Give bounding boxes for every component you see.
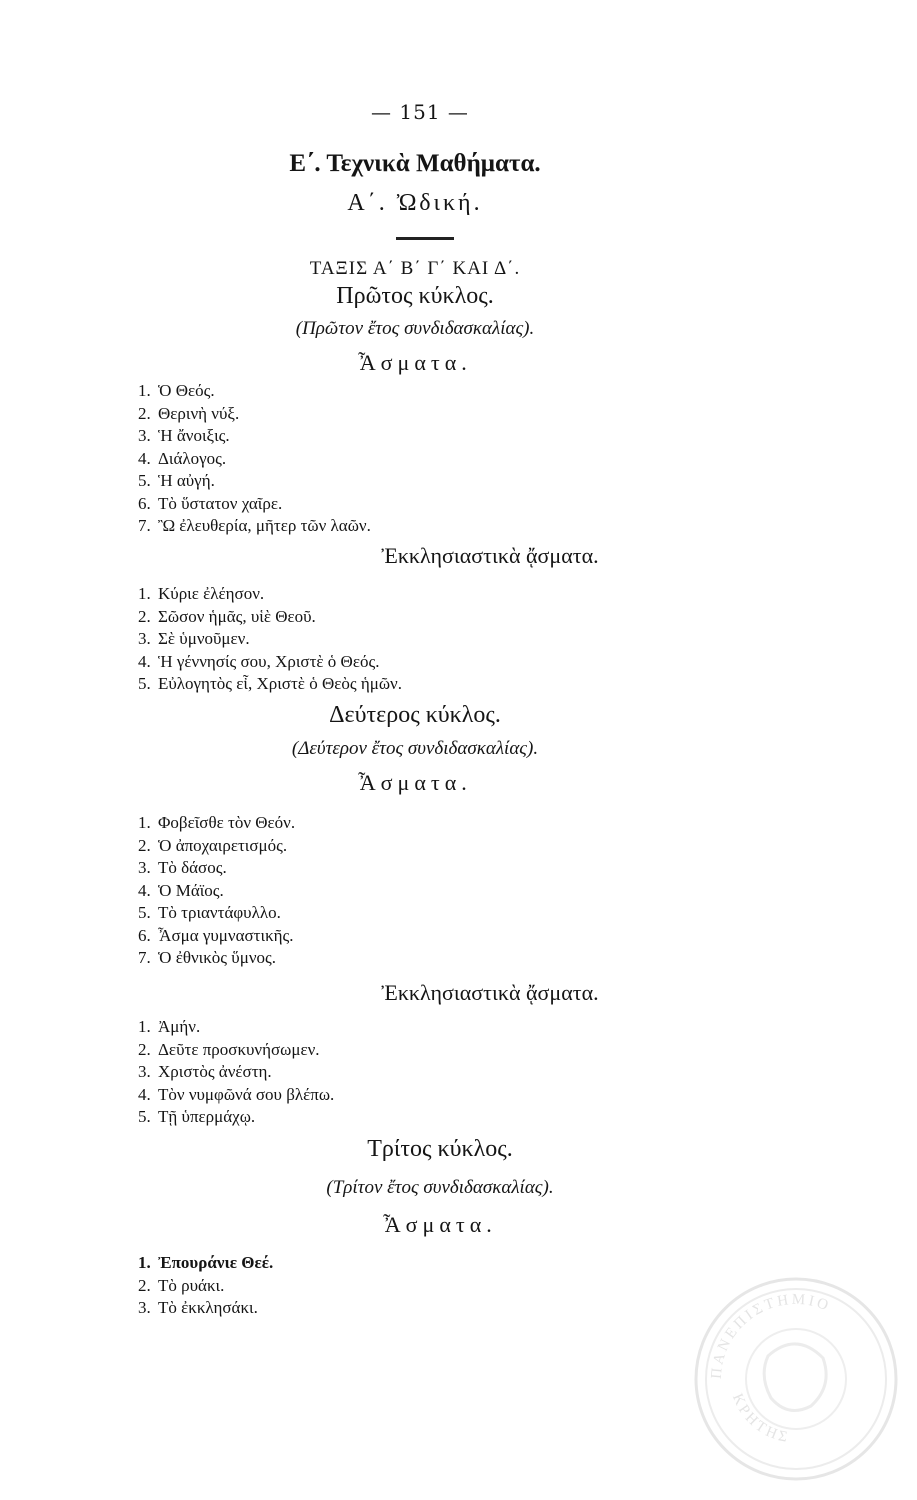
page-number: — 151 — xyxy=(371,100,469,124)
cycle2-eccl-heading: Ἐκκλησιαστικὰ ᾄσματα. xyxy=(381,980,599,1005)
cycle2-note: (Δεύτερον ἔτος συνδιδασκαλίας). xyxy=(291,738,539,759)
list-item: 4. Ὁ Μάϊος. xyxy=(138,880,224,900)
stamp-text-top: ΠΑΝΕΠΙΣΤΗΜΙΟ xyxy=(708,1291,834,1380)
list-item: 7. Ὁ ἐθνικὸς ὕμνος. xyxy=(138,948,276,967)
cycle1-title: Πρῶτος κύκλος. xyxy=(336,283,494,309)
list-item: 3. Τὸ ἐκκλησάκι. xyxy=(138,1298,258,1317)
list-item: 3. Ἡ ἄνοιξις. xyxy=(138,426,230,445)
list-item: 3. Χριστὸς ἀνέστη. xyxy=(138,1062,272,1081)
subsection-title: Α΄. Ὠδική. xyxy=(347,190,483,216)
cycle2-eccl-list xyxy=(138,1016,334,1129)
divider-rule xyxy=(396,237,454,240)
cycle3-title: Τρίτος κύκλος. xyxy=(367,1136,513,1162)
list-item: 1. Φοβεῖσθε τὸν Θεόν. xyxy=(138,813,296,832)
list-item: 5. Εὐλογητὸς εἶ, Χριστὲ ὁ Θεὸς ἡμῶν. xyxy=(138,674,402,693)
classes-heading: ΤΑΞΙΣ Α΄ Β΄ Γ΄ ΚΑΙ Δ΄. xyxy=(309,258,521,279)
cycle1-songs-heading: Ἆσματα. xyxy=(358,350,472,375)
cycle1-eccl-list xyxy=(138,583,402,696)
list-item: 2. Θερινὴ νύξ. xyxy=(138,403,240,423)
cycle2-songs-heading: Ἆσματα. xyxy=(358,770,472,795)
list-item: 6. Τὸ ὕστατον χαῖρε. xyxy=(138,493,283,513)
list-item: 5. Ἡ αὐγή. xyxy=(138,471,215,490)
cycle3-songs-heading: Ἆσματα. xyxy=(383,1212,497,1237)
list-item: 1. Ἀμήν. xyxy=(138,1017,201,1036)
cycle3-note: (Τρίτον ἔτος συνδιδασκαλίας). xyxy=(326,1177,554,1198)
list-item: 1. Ὁ Θεός. xyxy=(138,381,215,400)
list-item: 2. Σῶσον ἡμᾶς, υἱὲ Θεοῦ. xyxy=(138,606,316,626)
list-item: 3. Τὸ δάσος. xyxy=(138,858,227,877)
cycle3-songs-list xyxy=(138,1252,273,1320)
list-item: 1. Ἐπουράνιε Θεέ. xyxy=(138,1253,274,1272)
cycle1-songs-list xyxy=(138,380,371,538)
university-stamp-icon xyxy=(693,1276,899,1482)
list-item: 2. Δεῦτε προσκυνήσωμεν. xyxy=(138,1039,320,1059)
section-title: Ε΄. Τεχνικὰ Μαθήματα. xyxy=(289,150,541,177)
list-item: 2. Ὁ ἀποχαιρετισμός. xyxy=(138,835,288,855)
cycle1-note: (Πρῶτον ἔτος συνδιδασκαλίας). xyxy=(295,318,535,339)
list-item: 4. Διάλογος. xyxy=(138,448,227,468)
list-item: 5. Τὸ τριαντάφυλλο. xyxy=(138,903,281,922)
cycle2-title: Δεύτερος κύκλος. xyxy=(329,702,501,728)
list-item: 2. Τὸ ρυάκι. xyxy=(138,1275,225,1295)
cycle1-eccl-heading: Ἐκκλησιαστικὰ ᾄσματα. xyxy=(381,543,599,568)
cycle2-songs-list xyxy=(138,812,295,970)
list-item: 4. Ἡ γέννησίς σου, Χριστὲ ὁ Θεός. xyxy=(138,651,380,671)
list-item: 6. Ἆσμα γυμναστικῆς. xyxy=(138,925,294,945)
list-item: 3. Σὲ ὑμνοῦμεν. xyxy=(138,629,250,648)
svg-text:ΚΡΗΤΗΣ xyxy=(729,1391,791,1446)
stamp-text-bottom: ΚΡΗΤΗΣ xyxy=(728,1391,792,1447)
list-item: 7. Ὢ ἐλευθερία, μῆτερ τῶν λαῶν. xyxy=(138,516,371,535)
list-item: 5. Τῇ ὑπερμάχῳ. xyxy=(138,1107,256,1126)
list-item: 1. Κύριε ἐλέησον. xyxy=(138,584,265,603)
list-item: 4. Τὸν νυμφῶνά σου βλέπω. xyxy=(138,1084,335,1104)
